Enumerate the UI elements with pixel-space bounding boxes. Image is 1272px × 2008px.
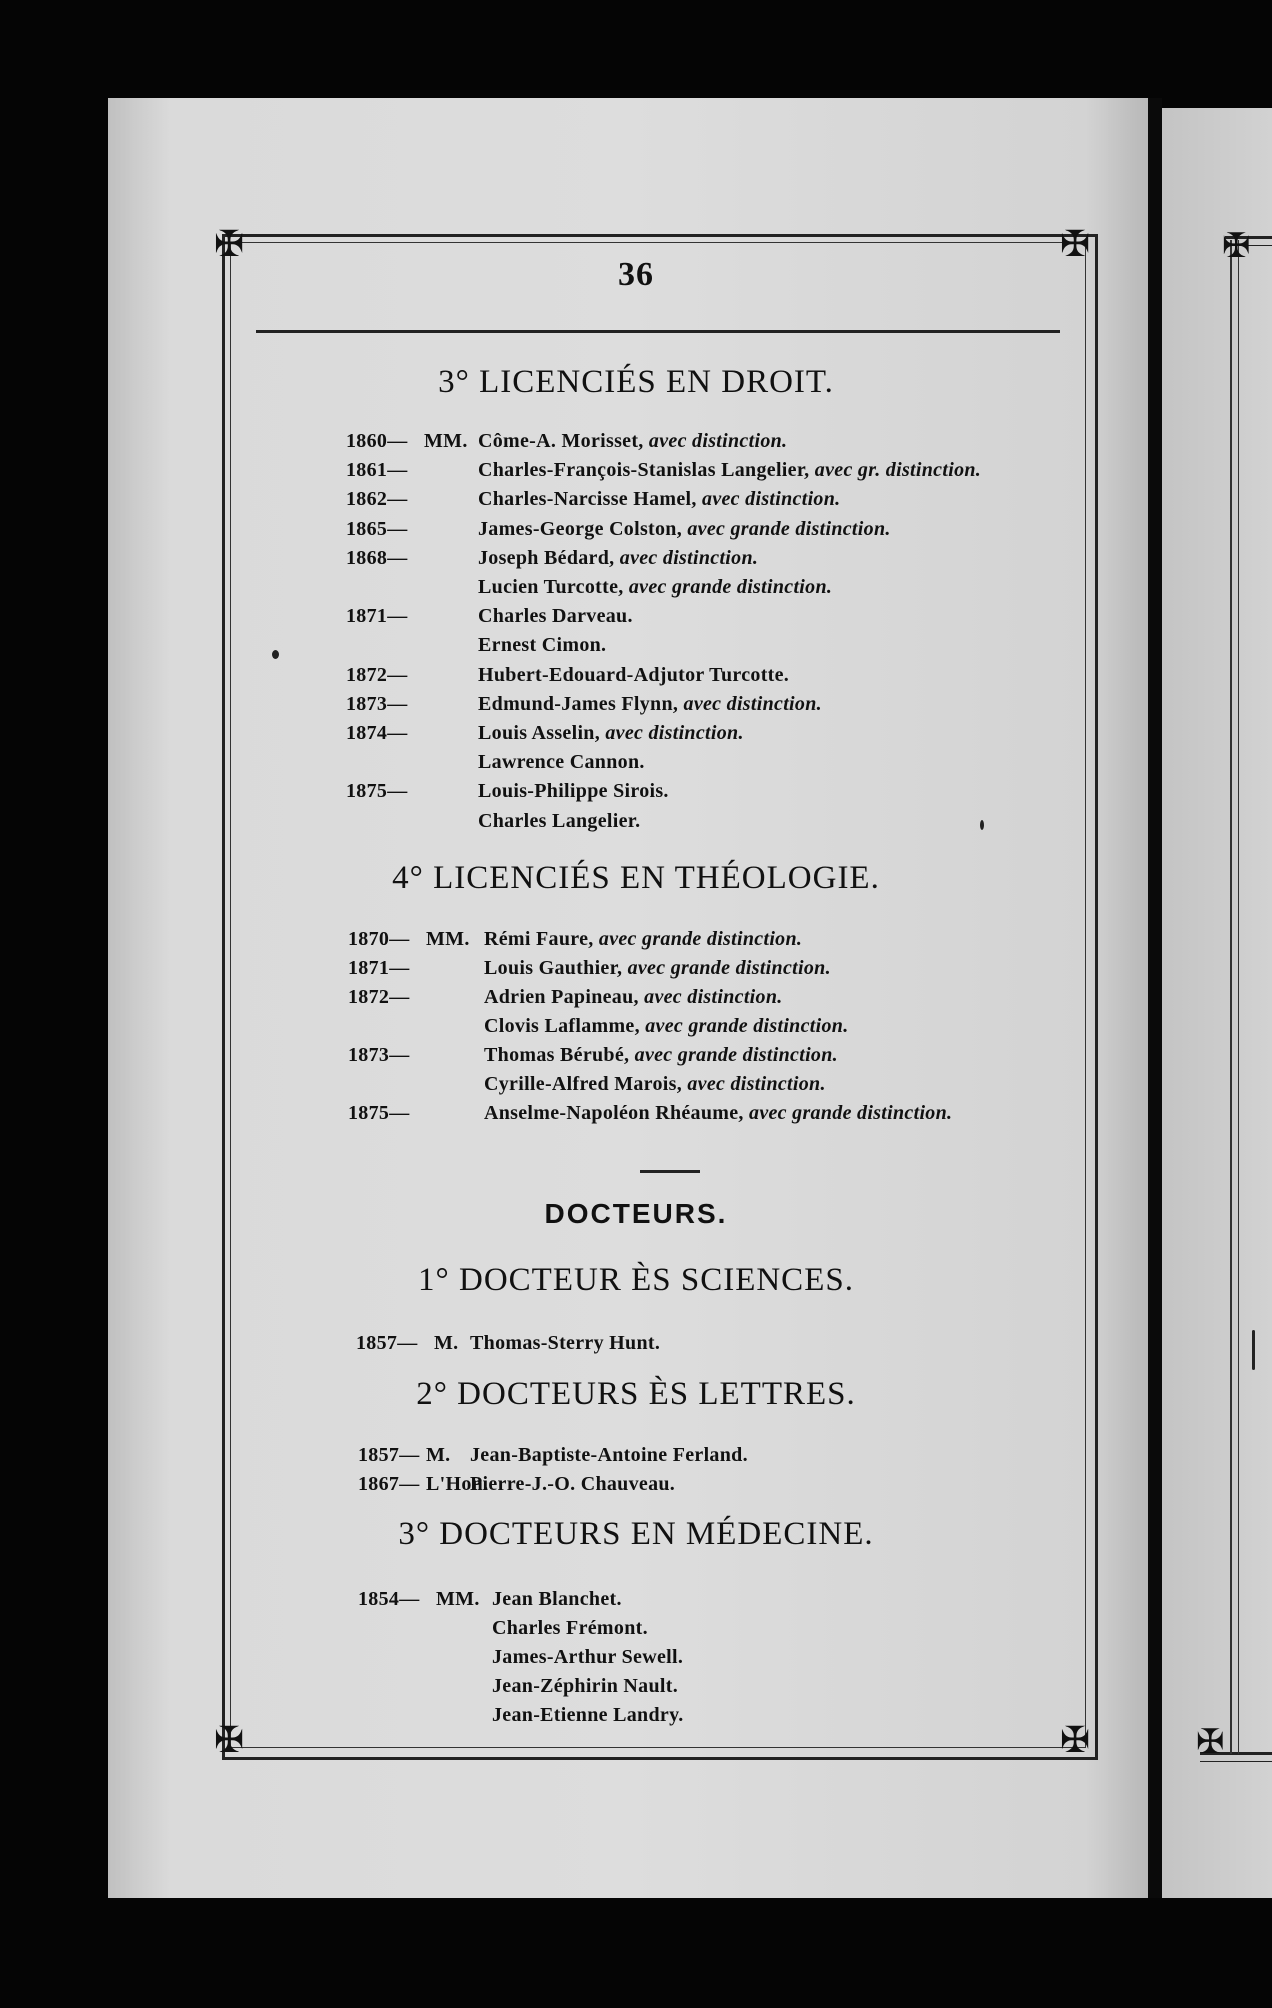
entry-name: Louis-Philippe Sirois.: [478, 780, 669, 803]
section-title-licencies-droit: 3° LICENCIÉS EN DROIT.: [438, 364, 834, 400]
entry-name: Charles Frémont.: [492, 1617, 648, 1639]
entry-name: Louis Asselin,: [478, 722, 601, 744]
entry-text: [470, 1444, 748, 1467]
entry-year: 1854—: [358, 1588, 420, 1610]
entry-text: [470, 1332, 660, 1355]
section-title-licencies-theologie: 4° LICENCIÉS EN THÉOLOGIE.: [392, 860, 880, 896]
ink-speck: [272, 650, 279, 659]
entry-distinction: avec distinction.: [687, 1073, 826, 1095]
entry-year: 1872—: [346, 663, 408, 686]
entry-year: 1871—: [346, 605, 408, 628]
section-divider: [640, 1170, 700, 1173]
ink-speck: [1252, 1330, 1255, 1370]
entry-distinction: avec grande distinction.: [628, 576, 833, 598]
entry-year: 1871—: [348, 957, 410, 979]
entry-text: [484, 928, 802, 951]
entry-name: Charles Langelier.: [478, 809, 641, 832]
entry-year: 1875—: [348, 1102, 410, 1124]
entry-text: [478, 576, 832, 599]
entry-distinction: avec distinction.: [683, 692, 822, 715]
entry-name: Thomas-Sterry Hunt.: [470, 1332, 661, 1354]
entry-name: Adrien Papineau,: [484, 986, 639, 1008]
corner-ornament-icon: ✠: [214, 1720, 245, 1760]
entry-distinction: avec grande distinction.: [645, 1015, 849, 1037]
corner-ornament-icon: ✠: [214, 224, 245, 264]
entry-name: Côme-A. Morisset,: [478, 430, 644, 452]
entry-name: Lucien Turcotte,: [478, 576, 624, 598]
corner-ornament-icon: ✠: [1196, 1724, 1225, 1761]
entry-text: [484, 1102, 952, 1125]
entry-text: [478, 664, 789, 687]
entry-name: Louis Gauthier,: [484, 957, 623, 979]
page-number: 36: [618, 256, 654, 293]
entry-distinction: avec grande distinction.: [634, 1044, 838, 1066]
header-rule: [256, 330, 1060, 333]
entry-name: Edmund-James Flynn,: [478, 692, 679, 715]
entry-name: Charles-François-Stanislas Langelier,: [478, 459, 810, 482]
entry-text: [492, 1704, 684, 1727]
entry-name: Pierre-J.-O. Chauveau.: [470, 1473, 676, 1495]
entry-distinction: avec distinction.: [702, 488, 841, 511]
entry-distinction: avec distinction.: [648, 430, 788, 452]
entry-year: 1865—: [346, 517, 408, 540]
entry-text: [478, 547, 758, 570]
entry-name: Jean-Baptiste-Antoine Ferland.: [470, 1444, 748, 1466]
entry-name: Jean Blanchet.: [492, 1588, 622, 1610]
corner-ornament-icon: ✠: [1060, 1720, 1091, 1760]
entry-text: [478, 693, 822, 716]
entry-name: James-Arthur Sewell.: [492, 1646, 684, 1668]
entry-year: 1873—: [346, 692, 408, 715]
entry-year: 1872—: [348, 986, 410, 1008]
entry-prefix: M.: [426, 1444, 451, 1466]
entry-name: Charles Darveau.: [478, 605, 633, 628]
entry-text: [478, 605, 633, 628]
entry-year: 1860—: [346, 430, 408, 452]
entry-year: 1857—: [356, 1332, 418, 1354]
entry-text: [478, 780, 669, 803]
entry-name: Charles-Narcisse Hamel,: [478, 488, 697, 511]
entry-name: Cyrille-Alfred Marois,: [484, 1073, 683, 1095]
entry-text: [478, 488, 840, 511]
entry-distinction: avec distinction.: [605, 722, 744, 744]
entry-prefix: L'Hon.: [426, 1473, 489, 1495]
entry-name: Jean-Zéphirin Nault.: [492, 1675, 679, 1697]
entry-text: [492, 1646, 683, 1669]
entry-name: Hubert-Edouard-Adjutor Turcotte.: [478, 663, 790, 686]
entry-distinction: avec distinction.: [619, 546, 759, 569]
entry-year: 1874—: [346, 722, 408, 744]
entry-text: [492, 1675, 678, 1698]
ink-speck: [980, 820, 984, 830]
entry-year: 1868—: [346, 546, 408, 569]
entry-text: [478, 751, 645, 774]
entry-text: [484, 1044, 838, 1067]
entry-prefix: MM.: [426, 928, 470, 950]
section-title-docteurs-medecine: 3° DOCTEURS EN MÉDECINE.: [398, 1516, 874, 1552]
entry-name: Lawrence Cannon.: [478, 751, 645, 774]
entry-name: Anselme-Napoléon Rhéaume,: [484, 1102, 744, 1124]
entry-distinction: avec gr. distinction.: [814, 459, 982, 482]
entry-text: [478, 722, 744, 745]
entry-distinction: avec grande distinction.: [749, 1102, 953, 1124]
entry-text: [470, 1473, 675, 1496]
corner-ornament-icon: ✠: [1060, 224, 1091, 264]
entry-distinction: avec grande distinction.: [627, 957, 831, 979]
entry-year: 1861—: [346, 459, 408, 482]
entry-name: Jean-Etienne Landry.: [492, 1704, 684, 1726]
entry-name: Thomas Bérubé,: [484, 1044, 630, 1066]
entry-year: 1862—: [346, 488, 408, 511]
corner-ornament-icon: ✠: [1222, 228, 1251, 265]
entry-year: 1867—: [358, 1473, 420, 1495]
entry-name: Ernest Cimon.: [478, 634, 607, 657]
heading-docteurs: DOCTEURS.: [544, 1198, 728, 1229]
entry-text: [484, 1073, 826, 1096]
entry-prefix: MM.: [436, 1588, 480, 1610]
entry-distinction: avec grande distinction.: [598, 928, 803, 950]
section-title-docteur-sciences: 1° DOCTEUR ÈS SCIENCES.: [418, 1262, 854, 1298]
entry-text: [492, 1588, 622, 1611]
entry-text: [478, 810, 640, 833]
entry-name: Clovis Laflamme,: [484, 1015, 640, 1037]
entry-distinction: avec grande distinction.: [687, 517, 891, 540]
entry-name: Joseph Bédard,: [478, 546, 615, 569]
entry-text: [484, 1015, 849, 1038]
entry-prefix: M.: [434, 1332, 459, 1354]
entry-year: 1875—: [346, 780, 408, 803]
entry-text: [484, 957, 831, 980]
entry-distinction: avec distinction.: [644, 986, 783, 1008]
section-title-docteurs-lettres: 2° DOCTEURS ÈS LETTRES.: [416, 1376, 856, 1412]
entry-name: Rémi Faure,: [484, 928, 594, 950]
entry-text: [478, 634, 606, 657]
entry-year: 1873—: [348, 1044, 410, 1066]
entry-year: 1870—: [348, 928, 410, 950]
entry-year: 1857—: [358, 1444, 420, 1466]
entry-text: [478, 518, 891, 541]
entry-text: [492, 1617, 648, 1640]
entry-text: [478, 430, 787, 453]
entry-text: [484, 986, 783, 1009]
entry-name: James-George Colston,: [478, 517, 683, 540]
entry-text: [478, 459, 981, 482]
entry-prefix: MM.: [424, 430, 468, 452]
